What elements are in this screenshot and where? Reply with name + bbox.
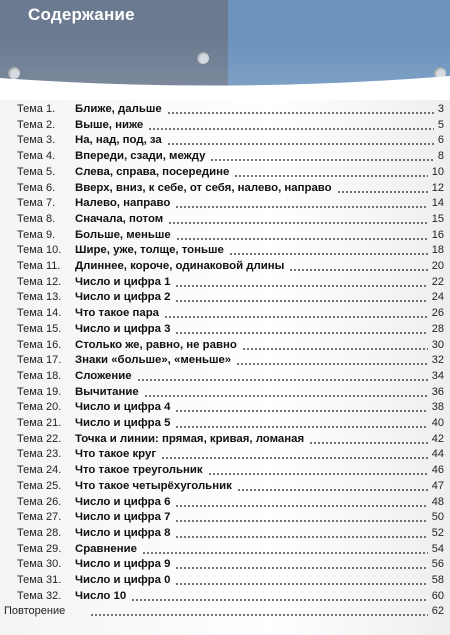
- toc-topic-number: Тема 2.: [17, 118, 56, 131]
- toc-topic-number: Тема 5.: [17, 165, 56, 178]
- toc-row: [0, 603, 450, 619]
- toc-topic-number: Тема 7.: [17, 197, 56, 210]
- toc-topic-number: Тема 28.: [17, 526, 62, 539]
- toc-dot-leader: [175, 332, 428, 334]
- toc-page-number: 32: [431, 354, 444, 367]
- toc-page-number: 14: [431, 197, 444, 210]
- toc-topic-title: Число и цифра 2: [75, 291, 171, 304]
- toc-page-number: 56: [431, 558, 444, 571]
- toc-topic-number: Тема 31.: [17, 574, 62, 586]
- toc-topic-number: Тема 22.: [17, 432, 62, 445]
- toc-row: [0, 494, 450, 510]
- toc-dot-leader: [175, 583, 428, 585]
- toc-topic-title: Знаки «больше», «меньше»: [75, 354, 232, 367]
- toc-row: [0, 258, 450, 274]
- toc-dot-leader: [175, 505, 428, 507]
- toc-row: [0, 148, 450, 164]
- toc-row: [0, 180, 450, 196]
- toc-page-number: 48: [431, 495, 444, 508]
- toc-topic-number: Тема 1.: [17, 103, 56, 115]
- toc-page-number: 36: [431, 385, 444, 398]
- toc-dot-leader: [175, 520, 428, 522]
- toc-topic-title: Что такое пара: [75, 307, 159, 320]
- toc-topic-title: Число и цифра 1: [75, 275, 171, 288]
- toc-row: [0, 132, 450, 148]
- toc-page-number: 38: [431, 401, 444, 414]
- toc-row: [0, 164, 450, 180]
- toc-row: [0, 556, 450, 572]
- toc-dot-leader: [175, 536, 428, 538]
- toc-page-number: 26: [431, 307, 444, 320]
- toc-topic-title: Число и цифра 0: [75, 574, 171, 586]
- toc-row: [0, 289, 450, 305]
- toc-page-number: 6: [437, 134, 444, 147]
- toc-topic-title: Что такое четырёхугольник: [75, 479, 232, 492]
- toc-dot-leader: [289, 269, 428, 271]
- toc-dot-leader: [176, 238, 428, 240]
- toc-topic-number: Повторение: [4, 605, 66, 618]
- toc-topic-number: Тема 25.: [17, 479, 62, 492]
- toc-page-number: 44: [431, 448, 444, 461]
- toc-row: [0, 588, 450, 604]
- toc-page-number: 60: [431, 589, 444, 602]
- toc-dot-leader: [234, 175, 428, 177]
- toc-dot-leader: [161, 457, 428, 459]
- toc-topic-number: Тема 10.: [17, 244, 62, 257]
- toc-dot-leader: [309, 442, 428, 444]
- toc-page-number: 3: [437, 103, 444, 115]
- toc-topic-title: Что такое круг: [75, 448, 157, 461]
- toc-topic-number: Тема 12.: [17, 275, 62, 288]
- toc-row: [0, 525, 450, 541]
- toc-dot-leader: [175, 285, 428, 287]
- toc-dot-leader: [90, 614, 428, 616]
- toc-row: [0, 101, 450, 117]
- toc-page-number: 40: [431, 417, 444, 429]
- toc-page-number: 52: [431, 526, 444, 539]
- toc-topic-title: Сложение: [75, 369, 132, 382]
- toc-page-number: 30: [431, 338, 444, 351]
- toc-topic-number: Тема 14.: [17, 307, 62, 320]
- toc-row: [0, 399, 450, 415]
- toc-dot-leader: [175, 206, 428, 208]
- toc-topic-number: Тема 11.: [17, 260, 61, 272]
- toc-dot-leader: [142, 552, 428, 554]
- toc-row: [0, 321, 450, 337]
- toc-row: [0, 462, 450, 478]
- toc-topic-title: Шире, уже, толще, тоньше: [75, 244, 224, 257]
- toc-page-number: 15: [431, 212, 444, 225]
- toc-row: [0, 352, 450, 368]
- toc-topic-title: Столько же, равно, не равно: [75, 338, 237, 351]
- toc-topic-number: Тема 17.: [17, 354, 62, 367]
- toc-page-number: 58: [431, 574, 444, 586]
- toc-topic-title: Выше, ниже: [75, 118, 144, 131]
- toc-topic-number: Тема 8.: [17, 212, 56, 225]
- toc-dot-leader: [242, 348, 428, 350]
- toc-topic-title: Число и цифра 8: [75, 526, 171, 539]
- toc-page-number: 24: [431, 291, 444, 304]
- toc-dot-leader: [168, 222, 428, 224]
- toc-row: [0, 431, 450, 447]
- toc-dot-leader: [175, 410, 428, 412]
- toc-page-number: 50: [431, 511, 444, 524]
- toc-topic-number: Тема 21.: [17, 417, 62, 429]
- toc-row: [0, 195, 450, 211]
- toc-row: [0, 211, 450, 227]
- toc-topic-title: Сначала, потом: [75, 212, 164, 225]
- toc-topic-title: Больше, меньше: [75, 228, 171, 241]
- toc-topic-number: Тема 9.: [17, 228, 56, 241]
- toc-dot-leader: [131, 599, 428, 601]
- toc-topic-number: Тема 19.: [17, 385, 62, 398]
- toc-topic-title: Число и цифра 9: [75, 558, 171, 571]
- toc-row: [0, 541, 450, 557]
- toc-page-number: 47: [431, 479, 444, 492]
- toc-dot-leader: [137, 379, 428, 381]
- toc-row: [0, 227, 450, 243]
- toc-dot-leader: [208, 473, 428, 475]
- toc-row: [0, 337, 450, 353]
- toc-dot-leader: [175, 426, 428, 428]
- toc-dot-leader: [175, 300, 428, 302]
- toc-topic-number: Тема 30.: [17, 558, 62, 571]
- toc-page-number: 62: [431, 605, 444, 618]
- toc-topic-number: Тема 32.: [17, 589, 62, 602]
- toc-dot-leader: [237, 489, 428, 491]
- toc-topic-title: Число и цифра 4: [75, 401, 171, 414]
- toc-topic-number: Тема 13.: [17, 291, 62, 304]
- toc-topic-number: Тема 4.: [17, 150, 56, 163]
- toc-page-number: 28: [431, 322, 444, 335]
- toc-topic-title: Впереди, сзади, между: [75, 150, 206, 163]
- toc-dot-leader: [167, 143, 434, 145]
- toc-topic-number: Тема 23.: [17, 448, 62, 461]
- toc-dot-leader: [236, 363, 428, 365]
- toc-page-number: 22: [431, 275, 444, 288]
- toc-row: [0, 446, 450, 462]
- toc-topic-number: Тема 15.: [17, 322, 62, 335]
- toc-page-number: 42: [431, 432, 444, 445]
- toc-page-number: 18: [431, 244, 444, 257]
- toc-row: [0, 478, 450, 494]
- toc-topic-title: На, над, под, за: [75, 134, 162, 147]
- toc-topic-title: Число и цифра 5: [75, 417, 171, 429]
- page-title: Содержание: [28, 5, 135, 24]
- toc-page-number: 46: [431, 464, 444, 477]
- toc-topic-number: Тема 26.: [17, 495, 62, 508]
- toc-topic-number: Тема 16.: [17, 338, 62, 351]
- toc-row: [0, 415, 450, 431]
- toc-page-number: 34: [431, 369, 444, 382]
- toc-page-number: 20: [431, 260, 444, 272]
- toc-dot-leader: [167, 112, 434, 114]
- toc-topic-number: Тема 6.: [17, 181, 56, 194]
- toc-row: [0, 305, 450, 321]
- toc-row: [0, 242, 450, 258]
- header-curve: [0, 60, 450, 100]
- toc-dot-leader: [144, 395, 428, 397]
- toc-row: [0, 509, 450, 525]
- toc-page-number: 8: [437, 150, 444, 163]
- toc-dot-leader: [210, 159, 434, 161]
- toc-dot-leader: [337, 191, 428, 193]
- toc-topic-title: Ближе, дальше: [75, 103, 162, 115]
- toc-topic-number: Тема 3.: [17, 134, 56, 147]
- toc-topic-number: Тема 27.: [17, 511, 62, 524]
- toc-page-number: 5: [437, 118, 444, 131]
- toc-topic-title: Слева, справа, посередине: [75, 165, 230, 178]
- toc-row: [0, 274, 450, 290]
- toc-topic-number: Тема 18.: [17, 369, 62, 382]
- toc-row: [0, 572, 450, 588]
- toc-topic-title: Длиннее, короче, одинаковой длины: [75, 260, 285, 272]
- toc-topic-title: Вычитание: [75, 385, 139, 398]
- toc-dot-leader: [229, 253, 428, 255]
- toc-topic-number: Тема 24.: [17, 464, 62, 477]
- toc-dot-leader: [175, 567, 428, 569]
- toc-page-number: 12: [431, 181, 444, 194]
- toc-topic-title: Число и цифра 3: [75, 322, 171, 335]
- toc-page-number: 16: [431, 228, 444, 241]
- toc-page-number: 54: [431, 542, 444, 555]
- toc-topic-title: Налево, направо: [75, 197, 171, 210]
- toc-topic-number: Тема 20.: [17, 401, 62, 414]
- toc-dot-leader: [164, 316, 428, 318]
- toc-topic-title: Вверх, вниз, к себе, от себя, налево, направо: [75, 181, 332, 194]
- toc-topic-title: Число и цифра 6: [75, 495, 171, 508]
- toc-row: [0, 117, 450, 133]
- toc-topic-number: Тема 29.: [17, 542, 62, 555]
- toc-dot-leader: [148, 128, 434, 130]
- toc-topic-title: Что такое треугольник: [75, 464, 203, 477]
- toc-page-number: 10: [431, 165, 444, 178]
- toc-topic-title: Точка и линии: прямая, кривая, ломаная: [75, 432, 305, 445]
- toc-topic-title: Число и цифра 7: [75, 511, 171, 524]
- toc-topic-title: Число 10: [75, 589, 127, 602]
- toc-row: [0, 368, 450, 384]
- toc-row: [0, 384, 450, 400]
- toc-topic-title: Сравнение: [75, 542, 137, 555]
